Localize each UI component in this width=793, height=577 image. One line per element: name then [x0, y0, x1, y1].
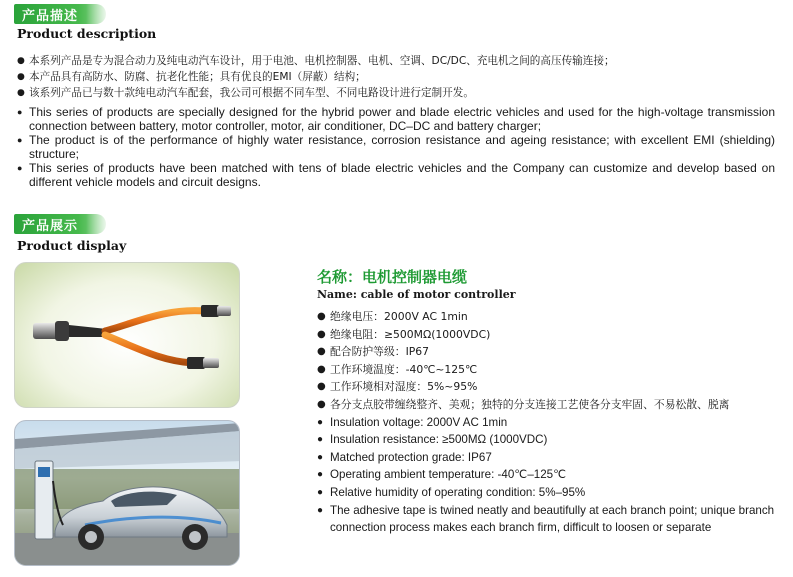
spec-item-en: ● Matched protection grade: IP67 [317, 449, 777, 467]
product-name-cn: 名称：电机控制器电缆 [317, 268, 468, 286]
spec-item-cn: ● 各分支点胶带缠绕整齐、美观；独特的分支连接工艺使各分支牢固、不易松散、脱离 [317, 396, 777, 414]
spec-item-en: ● Operating ambient temperature: -40℃–125℃ [317, 466, 777, 484]
electric-car-photo [14, 420, 240, 566]
spec-item-cn: ● 工作环境相对湿度：5%~95% [317, 378, 777, 396]
spec-item-en: ● Relative humidity of operating condition: 5%–95% [317, 484, 777, 502]
product-description-heading: Product description [17, 26, 157, 41]
spec-item-cn: ● 配合防护等级：IP67 [317, 343, 777, 361]
desc-line-en: ● This series of products have been matched with tens of blade electric vehicles and the Company can customize and develop based on different vehicle models and circuit designs. [17, 161, 775, 189]
product-description-tab: 产品描述 [14, 4, 106, 24]
desc-line-en: ● The product is of the performance of highly water resistance, corrosion resistance and ageing resistance; with excellent EMI (shielding) structure; [17, 133, 775, 161]
spec-item-en: ● The adhesive tape is twined neatly and beautifully at each branch point; unique branch connection process makes each branch firm, difficult to loosen or separate [317, 502, 777, 537]
car-illustration [15, 421, 240, 566]
product-name-en: Name: cable of motor controller [317, 288, 516, 301]
product-description-text [17, 53, 775, 189]
spec-item-cn: ● 绝缘电阻：≥500MΩ(1000VDC) [317, 326, 777, 344]
desc-line-cn: ● 本产品具有高防水、防腐、抗老化性能；具有优良的EMI（屏蔽）结构； [17, 69, 775, 85]
cable-illustration [15, 263, 240, 408]
spec-item-cn: ● 工作环境温度：-40℃~125℃ [317, 361, 777, 379]
cable-product-photo [14, 262, 240, 408]
spec-item-cn: ● 绝缘电压：2000V AC 1min [317, 308, 777, 326]
product-display-tab: 产品展示 [14, 214, 106, 234]
desc-line-cn: ● 本系列产品是专为混合动力及纯电动汽车设计，用于电池、电机控制器、电机、空调、DC/DC、充电机之间的高压传输连接； [17, 53, 775, 69]
spec-item-en: ● Insulation resistance: ≥500MΩ (1000VDC) [317, 431, 777, 449]
desc-line-cn: ● 该系列产品已与数十款纯电动汽车配套，我公司可根据不同车型、不同电路设计进行定制开发。 [17, 85, 775, 101]
desc-line-en: ● This series of products are specially designed for the hybrid power and blade electric vehicles and used for the high-voltage transmission connection between battery, motor controller, motor, air conditioner, DC–DC and battery charger; [17, 105, 775, 133]
spec-list [317, 308, 777, 537]
spec-item-en: ● Insulation voltage: 2000V AC 1min [317, 414, 777, 432]
product-display-heading: Product display [17, 238, 127, 253]
